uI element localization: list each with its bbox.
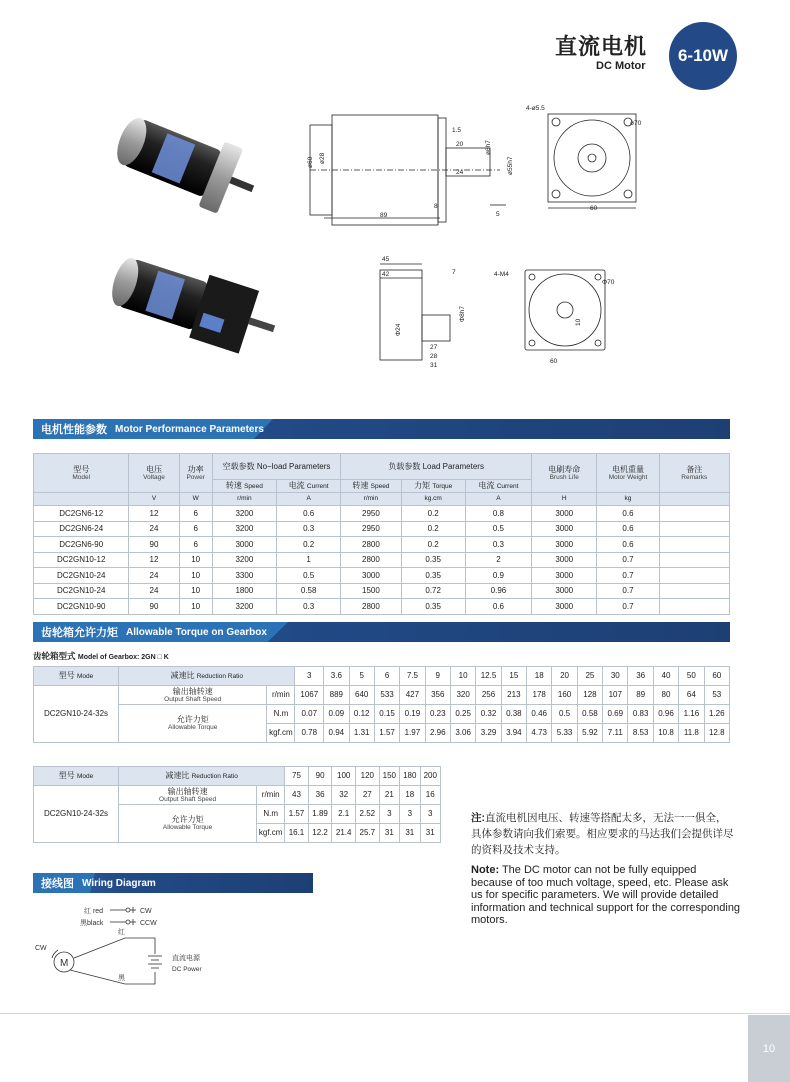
torque-table-1 (33, 666, 730, 743)
table-cell: 128 (577, 686, 602, 705)
table-cell: 2 (465, 552, 531, 568)
table-cell: 3000 (532, 583, 597, 599)
perf-section-bar (33, 419, 730, 439)
table-cell: 0.2 (401, 506, 465, 522)
power-badge: 6-10W (669, 22, 737, 90)
table-cell: 3 (420, 805, 440, 824)
table-cell (659, 599, 729, 615)
table-cell: 1.57 (374, 724, 399, 743)
table-cell: DC2GN10-24 (34, 568, 129, 584)
table-cell: 0.58 (277, 583, 341, 599)
table-cell: 0.6 (277, 506, 341, 522)
table-cell: 0.15 (374, 705, 399, 724)
table-cell (659, 583, 729, 599)
table-cell: 0.12 (349, 705, 374, 724)
table-cell: 12.5 (476, 667, 501, 686)
table-cell: 0.25 (450, 705, 475, 724)
table-cell: 36 (628, 667, 653, 686)
table-cell: 输出轴转速 Output Shaft Speed (119, 686, 267, 705)
torque-table-2 (33, 766, 441, 843)
table-cell: 0.09 (324, 705, 349, 724)
table-cell: 1.57 (285, 805, 309, 824)
table-cell (659, 568, 729, 584)
dim-label: 31 (430, 362, 438, 369)
col-brush: 电刷寿命 Brush Life (532, 454, 597, 493)
table-cell: 0.6 (597, 537, 659, 553)
torque-section-title-en: Allowable Torque on Gearbox (126, 626, 267, 638)
table-cell: DC2GN10-24 (34, 583, 129, 599)
table-cell: 1 (277, 552, 341, 568)
table-cell: 256 (476, 686, 501, 705)
table-cell: 0.83 (628, 705, 653, 724)
table-cell: 0.46 (527, 705, 552, 724)
table-cell: 12 (129, 506, 179, 522)
table-row (34, 506, 730, 522)
table-cell: 0.7 (597, 599, 659, 615)
table-cell: 10.8 (653, 724, 678, 743)
motor-photo (100, 100, 270, 225)
table-cell: DC2GN10-90 (34, 599, 129, 615)
table-cell: 3200 (212, 521, 276, 537)
dim-label: Φ70 (602, 279, 615, 286)
col-voltage: 电压 Voltage (129, 454, 179, 493)
table-cell: 90 (308, 767, 332, 786)
table-cell: 107 (603, 686, 628, 705)
table-cell: 3000 (532, 568, 597, 584)
table-cell: 2950 (341, 521, 401, 537)
table-cell: 30 (603, 667, 628, 686)
table-cell: 0.94 (324, 724, 349, 743)
table-cell: 90 (129, 599, 179, 615)
table-cell: 0.58 (577, 705, 602, 724)
table-cell: 200 (420, 767, 440, 786)
dim-label: ø60 (307, 156, 314, 168)
dim-label: 27 (430, 344, 438, 351)
torque-section-title-cn: 齿轮箱允许力矩 (41, 627, 118, 639)
table-cell: 36 (308, 786, 332, 805)
table-cell: 0.2 (277, 537, 341, 553)
table-cell: 0.35 (401, 568, 465, 584)
table-cell: 7.11 (603, 724, 628, 743)
table-cell: 10 (179, 583, 212, 599)
table-cell: 0.07 (295, 705, 324, 724)
table-cell: 1.89 (308, 805, 332, 824)
table-cell (659, 506, 729, 522)
table-cell (659, 537, 729, 553)
table-cell: 4.73 (527, 724, 552, 743)
table-cell: N.m (267, 705, 295, 724)
dim-label: 7 (452, 269, 456, 276)
table-cell: 3 (295, 667, 324, 686)
motor-symbol-label: M (60, 958, 69, 969)
gearbox-model-label: 齿轮箱型式 Model of Gearbox: 2GN □ K (33, 651, 169, 661)
table-cell: 1.97 (400, 724, 425, 743)
table-cell: 100 (332, 767, 356, 786)
table-cell: 3 (400, 805, 420, 824)
table-cell: 1067 (295, 686, 324, 705)
table-cell: DC2GN6-90 (34, 537, 129, 553)
table-cell: r/min (257, 786, 285, 805)
table-cell: 减速比 Reduction Ratio (119, 667, 295, 686)
table-cell: 178 (527, 686, 552, 705)
table-cell: 0.6 (597, 506, 659, 522)
dim-label: 45 (382, 256, 390, 263)
table-cell: 640 (349, 686, 374, 705)
black-wire-cn: 黑 (118, 975, 125, 982)
table-cell: 3.29 (476, 724, 501, 743)
table-cell: 5 (349, 667, 374, 686)
table-row (34, 552, 730, 568)
torque-section-bar (33, 622, 730, 642)
dim-label: 4-ø5.5 (526, 105, 545, 112)
table-cell: 0.35 (401, 599, 465, 615)
dim-label: ø28 (319, 152, 326, 164)
table-cell: 533 (374, 686, 399, 705)
table-cell: 1800 (212, 583, 276, 599)
dim-label: ø70 (630, 120, 642, 127)
wire-black-label: 黑black (80, 920, 104, 927)
table-cell: 允许力矩 Allowable Torque (119, 705, 267, 743)
table-cell: 0.3 (465, 537, 531, 553)
table-cell: 0.5 (552, 705, 577, 724)
table-cell: 型号 Mode (34, 767, 119, 786)
table-cell: DC2GN10-24-32s (34, 686, 119, 743)
dim-label: 10 (575, 318, 582, 326)
table-cell: 0.2 (401, 521, 465, 537)
table-row (34, 521, 730, 537)
table-cell: 8.53 (628, 724, 653, 743)
dim-label: ø6h7 (485, 140, 492, 155)
wiring-section-bar (33, 873, 313, 893)
table-cell: 12.8 (704, 724, 729, 743)
table-cell: 356 (425, 686, 450, 705)
table-cell: 0.78 (295, 724, 324, 743)
table-cell: 0.32 (476, 705, 501, 724)
table-cell: 15 (501, 667, 526, 686)
table-cell: 50 (679, 667, 704, 686)
dc-power-en: DC Power (172, 966, 202, 973)
table-cell: 0.6 (597, 521, 659, 537)
table-cell: 12 (129, 552, 179, 568)
table-cell: DC2GN10-12 (34, 552, 129, 568)
wiring-section-title-en: Wiring Diagram (82, 877, 156, 889)
table-cell: 0.23 (425, 705, 450, 724)
note-en: Note: The DC motor can not be fully equipped because of too much voltage, speed, etc. Please ask us for specific parameters. We will provide detailed information and technical support for the corresponding motors. (471, 864, 741, 926)
table-cell: 31 (420, 824, 440, 843)
table-cell: 18 (400, 786, 420, 805)
table-cell: 0.6 (465, 599, 531, 615)
cw-label: CW (140, 908, 152, 915)
table-row (34, 583, 730, 599)
table-cell: kgf.cm (257, 824, 285, 843)
table-cell: 1.16 (679, 705, 704, 724)
table-cell: 16 (420, 786, 440, 805)
table-cell: 3.06 (450, 724, 475, 743)
table-cell: 10 (179, 552, 212, 568)
perf-section-title-en: Motor Performance Parameters (115, 423, 264, 435)
dim-label: 60 (590, 205, 598, 212)
table-cell: 89 (628, 686, 653, 705)
table-row (34, 767, 441, 786)
table-cell: 0.96 (653, 705, 678, 724)
table-cell: 3000 (532, 552, 597, 568)
table-cell: 3000 (532, 537, 597, 553)
table-cell: 12.2 (308, 824, 332, 843)
table-cell: 21.4 (332, 824, 356, 843)
table-cell: 输出轴转速 Output Shaft Speed (119, 786, 257, 805)
table-cell: 0.5 (465, 521, 531, 537)
table-cell: 5.92 (577, 724, 602, 743)
table-cell: 3000 (532, 506, 597, 522)
table-cell: 9 (425, 667, 450, 686)
table-cell: 0.69 (603, 705, 628, 724)
table-cell: 0.7 (597, 583, 659, 599)
col-load: 负载参数 Load Parameters (341, 454, 532, 480)
table-cell: 27 (356, 786, 380, 805)
table-cell: 40 (653, 667, 678, 686)
table-cell: 24 (129, 583, 179, 599)
ccw-label: CCW (140, 920, 157, 927)
dim-label: 24 (456, 169, 464, 176)
col-noload: 空载参数 No−load Parameters (212, 454, 341, 480)
table-cell: 3.6 (324, 667, 349, 686)
table-cell: 0.19 (400, 705, 425, 724)
dc-power-cn: 直流电源 (172, 955, 200, 962)
table-cell: 80 (653, 686, 678, 705)
table-cell: 0.38 (501, 705, 526, 724)
gearmotor-photo (100, 250, 290, 370)
table-cell: 6 (179, 506, 212, 522)
table-cell: 16.1 (285, 824, 309, 843)
table-cell: 3200 (212, 506, 276, 522)
table-row (34, 686, 730, 705)
table-cell: 0.8 (465, 506, 531, 522)
table-cell: 2.52 (356, 805, 380, 824)
table-cell: 120 (356, 767, 380, 786)
table-cell (659, 521, 729, 537)
dim-label: 42 (382, 271, 390, 278)
table-cell: 5.33 (552, 724, 577, 743)
dim-label: 5 (496, 211, 500, 218)
note-cn: 注:直流电机因电压、转速等搭配太多，无法一一俱全，具体参数请向我们索要。相应要求的马达我们会提供详尽的资料及技术支持。 (471, 812, 734, 856)
table-cell: 型号 Mode (34, 667, 119, 686)
dim-label: Φ24 (395, 323, 402, 336)
table-cell: 889 (324, 686, 349, 705)
table-cell: 24 (129, 521, 179, 537)
dim-label: 89 (380, 212, 388, 219)
table-row (34, 667, 730, 686)
table-cell: N.m (257, 805, 285, 824)
col-model: 型号 Model (34, 454, 129, 493)
dim-label: 4-M4 (494, 271, 509, 278)
table-row (34, 599, 730, 615)
table-cell: 3.94 (501, 724, 526, 743)
col-remarks: 备注 Remarks (659, 454, 729, 493)
wiring-section-title-cn: 接线图 (41, 878, 74, 890)
dim-label: 1.5 (452, 127, 462, 134)
table-cell: 11.8 (679, 724, 704, 743)
table-cell: 2.1 (332, 805, 356, 824)
table-cell: 75 (285, 767, 309, 786)
table-cell: 20 (552, 667, 577, 686)
table-cell: 0.5 (277, 568, 341, 584)
dim-label: 20 (456, 141, 464, 148)
table-row (34, 537, 730, 553)
table-cell: 2950 (341, 506, 401, 522)
dim-label: 28 (430, 353, 438, 360)
table-cell: 32 (332, 786, 356, 805)
table-cell: 1.31 (349, 724, 374, 743)
red-wire-cn: 红 (118, 929, 125, 936)
table-cell: 10 (450, 667, 475, 686)
page-subtitle: DC Motor (596, 60, 646, 72)
table-row (34, 705, 730, 724)
table-cell: 6 (374, 667, 399, 686)
wire-red-label: 红 red (84, 908, 104, 915)
table-cell: 2800 (341, 537, 401, 553)
table-cell: 0.35 (401, 552, 465, 568)
table-cell: 2.96 (425, 724, 450, 743)
table-cell: 31 (379, 824, 399, 843)
table-cell: 6 (179, 521, 212, 537)
table-cell: 3000 (341, 568, 401, 584)
table-cell: 25.7 (356, 824, 380, 843)
table-cell: DC2GN6-12 (34, 506, 129, 522)
table-cell: 3200 (212, 552, 276, 568)
table-cell: 3 (379, 805, 399, 824)
table-cell: 213 (501, 686, 526, 705)
table-cell: 2800 (341, 552, 401, 568)
table-cell: 160 (552, 686, 577, 705)
table-cell: 43 (285, 786, 309, 805)
col-power: 功率 Power (179, 454, 212, 493)
table-cell: 1500 (341, 583, 401, 599)
table-cell: 2800 (341, 599, 401, 615)
wiring-diagram (30, 900, 230, 995)
dimension-drawing-1 (300, 100, 660, 230)
table-cell: 1.26 (704, 705, 729, 724)
table-cell: 21 (379, 786, 399, 805)
table-cell: 53 (704, 686, 729, 705)
table-cell: 60 (704, 667, 729, 686)
page-title: 直流电机 (555, 34, 648, 59)
table-cell (659, 552, 729, 568)
table-cell: 18 (527, 667, 552, 686)
table-cell: 31 (400, 824, 420, 843)
table-cell: 3000 (212, 537, 276, 553)
table-cell: 3000 (532, 521, 597, 537)
dim-label: 8 (434, 203, 438, 210)
page-number: 10 (748, 1015, 790, 1082)
perf-section-title-cn: 电机性能参数 (41, 424, 107, 436)
table-cell: 7.5 (400, 667, 425, 686)
table-cell: 0.7 (597, 568, 659, 584)
table-cell: 0.9 (465, 568, 531, 584)
footer-divider (0, 1013, 790, 1014)
table-cell: 90 (129, 537, 179, 553)
table-cell: 24 (129, 568, 179, 584)
performance-table: 型号 Model 电压 Voltage 功率 Power 空载参数 No−load Parameters 负载参数 Load Parameters 电刷寿命 Brush Life 电机重量 Motor Weight 备注 Remarks 转速 Speed 电流 Current 转速 Speed 力矩 Torque 电流 Current V W r/min A r/min kg.cm A H kg DC2GN6-12 12 6 3200 0.6 2950 0.2 0.8 3000 0.6 DC2GN6-24 24 6 3200 0.3 2950 0.2 0.5 3000 0.6 DC2GN6-90 90 6 3000 0.2 2800 0.2 0.3 3000 0.6 DC2GN10-12 12 10 3200 1 2800 0.35 2 3000 0.7 DC2GN10-24 24 10 3300 0.5 3000 0.35 0.9 3000 0.7 DC2GN10-24 24 10 1800 0.58 1500 0.72 0.96 3000 0.7 DC2GN10-90 90 10 3200 0.3 2800 0.35 0.6 3000 0.7 (33, 453, 730, 615)
dimension-drawing-2 (360, 250, 650, 375)
table-cell: 25 (577, 667, 602, 686)
table-cell: 减速比 Reduction Ratio (119, 767, 285, 786)
table-cell: 0.72 (401, 583, 465, 599)
table-cell: 0.3 (277, 599, 341, 615)
table-cell: 64 (679, 686, 704, 705)
table-cell: 0.3 (277, 521, 341, 537)
table-cell: 0.2 (401, 537, 465, 553)
table-cell: 0.96 (465, 583, 531, 599)
dim-label: 60 (550, 358, 558, 365)
table-cell: 427 (400, 686, 425, 705)
table-cell: DC2GN10-24-32s (34, 786, 119, 843)
table-cell: 3300 (212, 568, 276, 584)
table-cell: 180 (400, 767, 420, 786)
table-cell: DC2GN6-24 (34, 521, 129, 537)
table-cell: kgf.cm (267, 724, 295, 743)
table-cell: 320 (450, 686, 475, 705)
table-cell: 150 (379, 767, 399, 786)
table-cell: 3200 (212, 599, 276, 615)
col-weight: 电机重量 Motor Weight (597, 454, 659, 493)
table-row (34, 568, 730, 584)
table-cell: r/min (267, 686, 295, 705)
table-cell: 允许力矩 Allowable Torque (119, 805, 257, 843)
table-cell: 10 (179, 599, 212, 615)
cw-arrow-label: CW (35, 945, 47, 952)
table-cell: 10 (179, 568, 212, 584)
dim-label: ø55h7 (507, 156, 514, 175)
dim-label: Φ8h7 (459, 305, 466, 322)
table-cell: 0.7 (597, 552, 659, 568)
table-cell: 3000 (532, 599, 597, 615)
table-cell: 6 (179, 537, 212, 553)
table-row (34, 786, 441, 805)
